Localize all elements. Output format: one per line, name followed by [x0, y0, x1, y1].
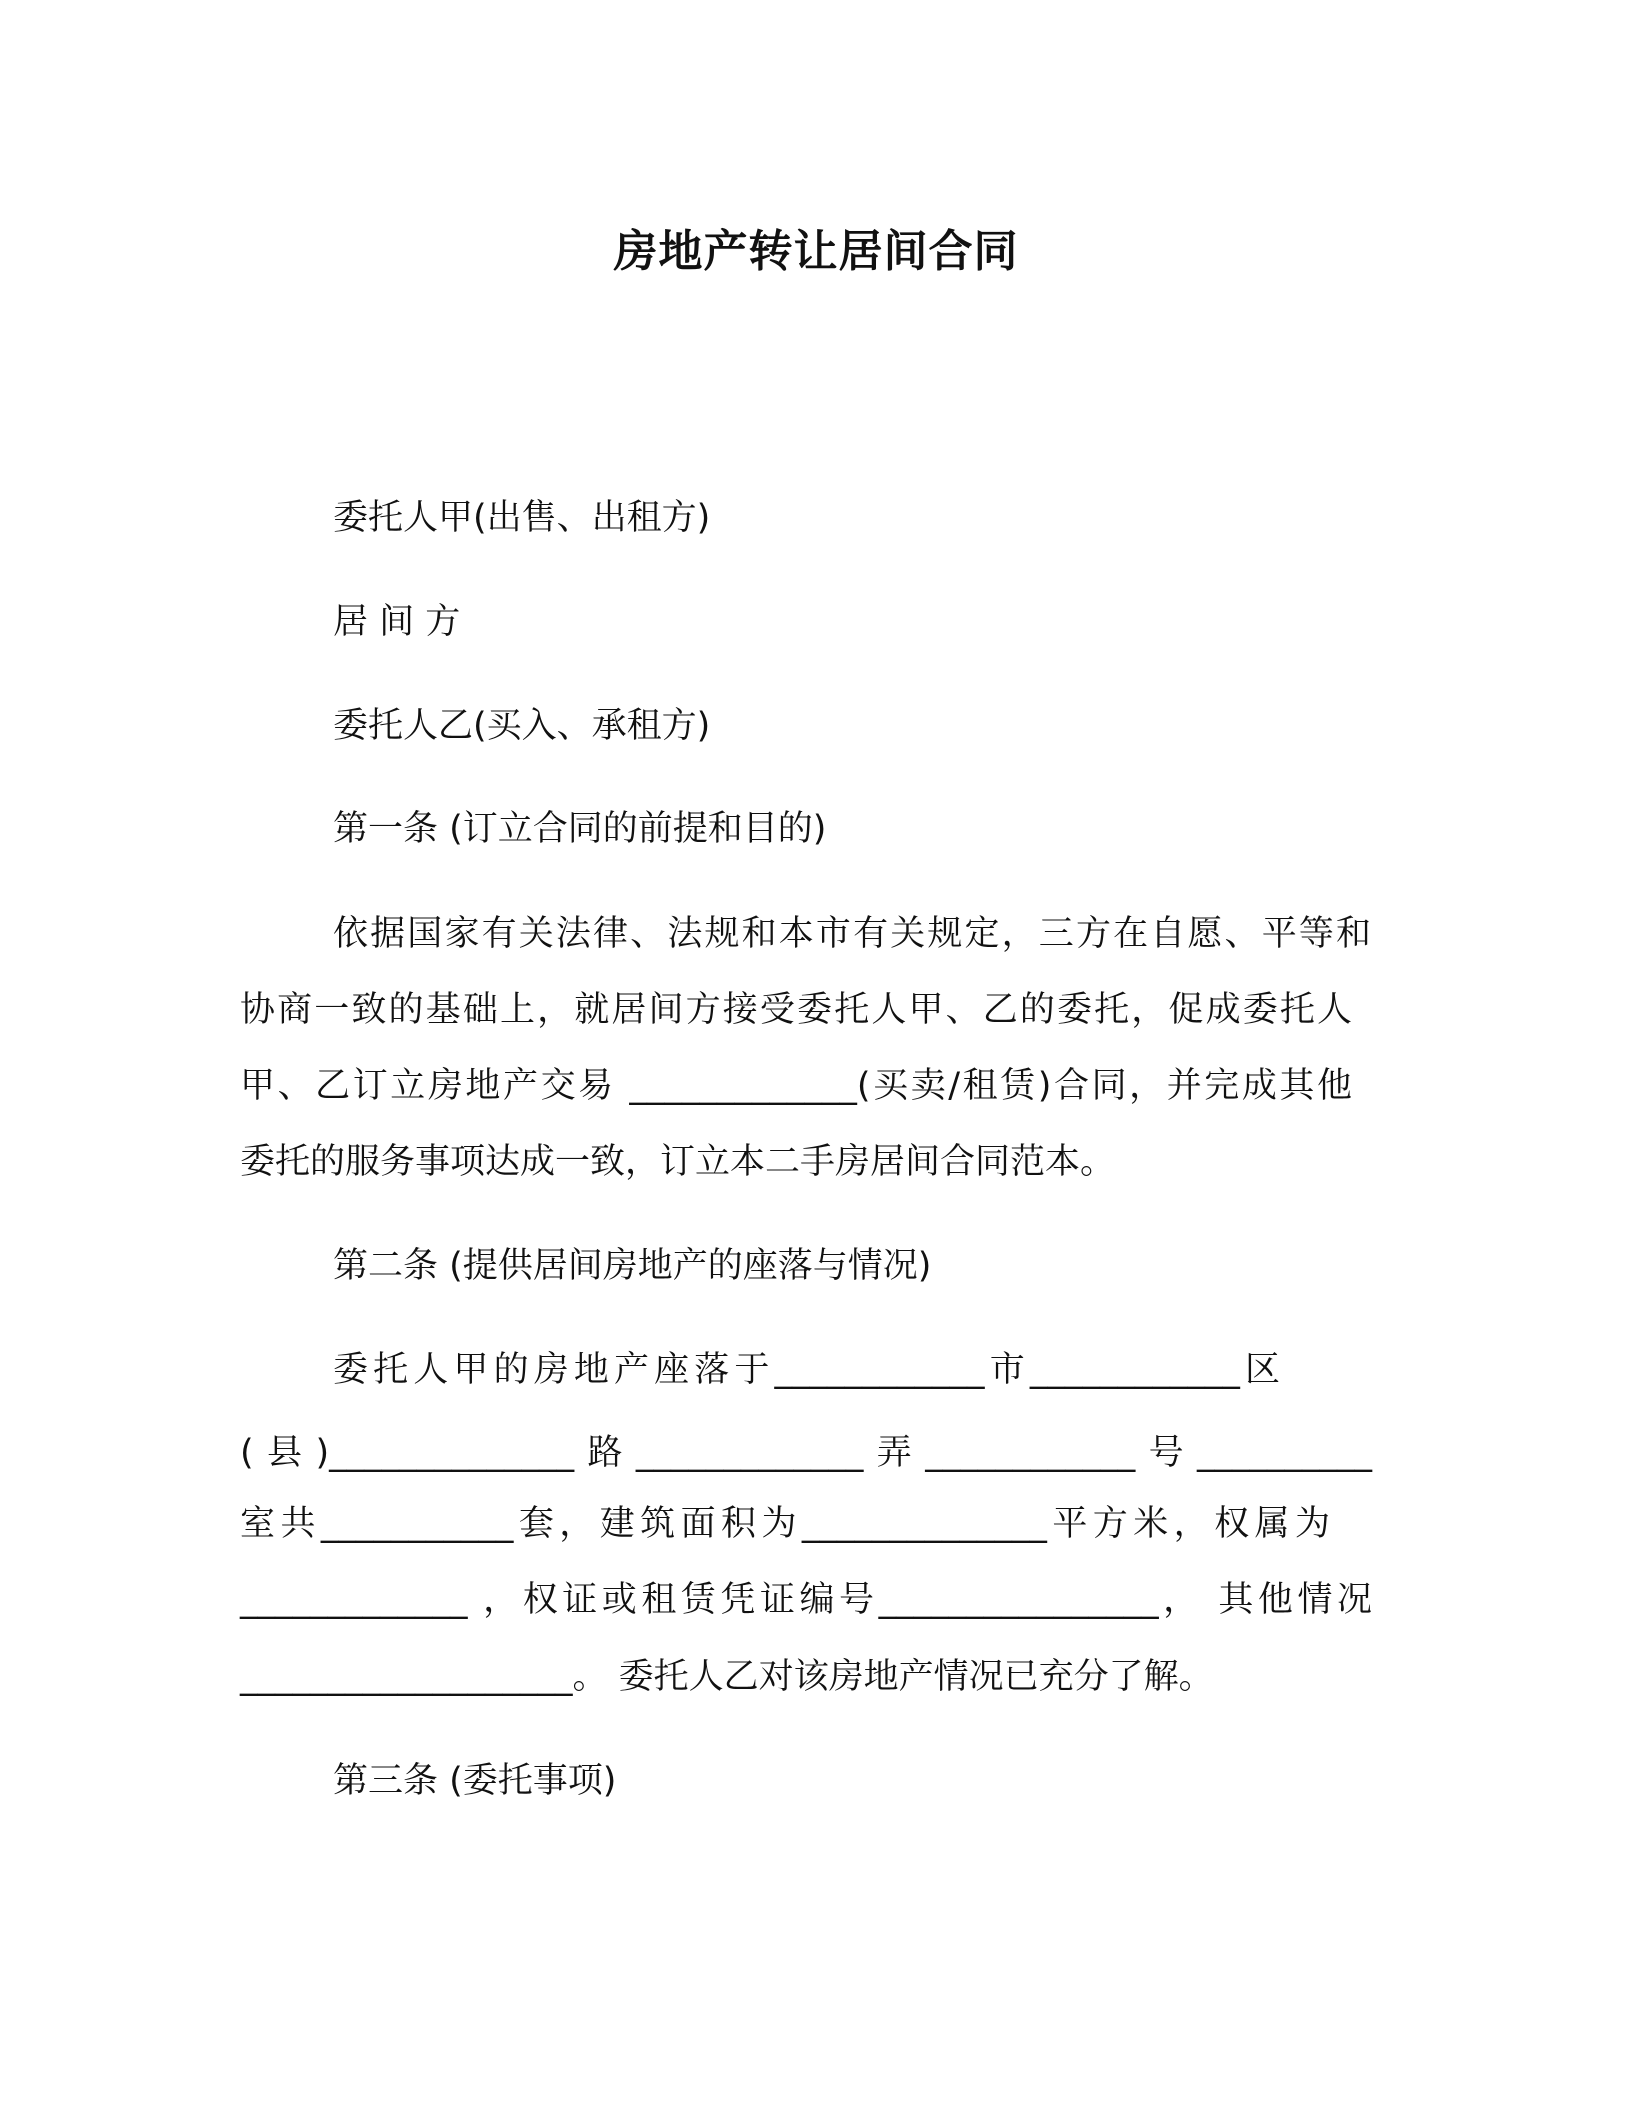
article-2-line-1: 委托人甲的房地产座落于____________市____________区 [333, 1350, 1280, 1390]
article-2-heading: 第二条 (提供居间房地产的座落与情况) [333, 1246, 932, 1286]
document-title: 房地产转让居间合同 [613, 226, 1019, 277]
article-1-line-4: 委托的服务事项达成一致，订立本二手房居间合同范本。 [240, 1142, 1116, 1182]
article-1-line-3: 甲、乙订立房地产交易 _____________(买卖/租赁)合同，并完成其他 [240, 1066, 1352, 1106]
article-2-line-4: _____________ ，权证或租赁凭证编号________________， 其他情况 [240, 1580, 1372, 1620]
article-3-heading: 第三条 (委托事项) [333, 1761, 617, 1801]
article-1-line-1: 依据国家有关法律、法规和本市有关规定，三方在自愿、平等和 [333, 914, 1371, 954]
broker-label: 居 间 方 [333, 602, 461, 642]
article-1-line-2: 协商一致的基础上，就居间方接受委托人甲、乙的委托，促成委托人 [240, 990, 1352, 1030]
article-2-line-2: (县)______________路_____________弄____________号__________ [240, 1433, 1372, 1473]
article-2-line-5: ___________________。 委托人乙对该房地产情况已充分了解。 [240, 1657, 1214, 1697]
party-b-label: 委托人乙(买入、承租方) [333, 706, 711, 746]
article-1-heading: 第一条 (订立合同的前提和目的) [333, 809, 827, 849]
party-a-label: 委托人甲(出售、出租方) [333, 498, 711, 538]
article-2-line-3: 室共___________套，建筑面积为______________平方米，权属为 [240, 1504, 1330, 1544]
